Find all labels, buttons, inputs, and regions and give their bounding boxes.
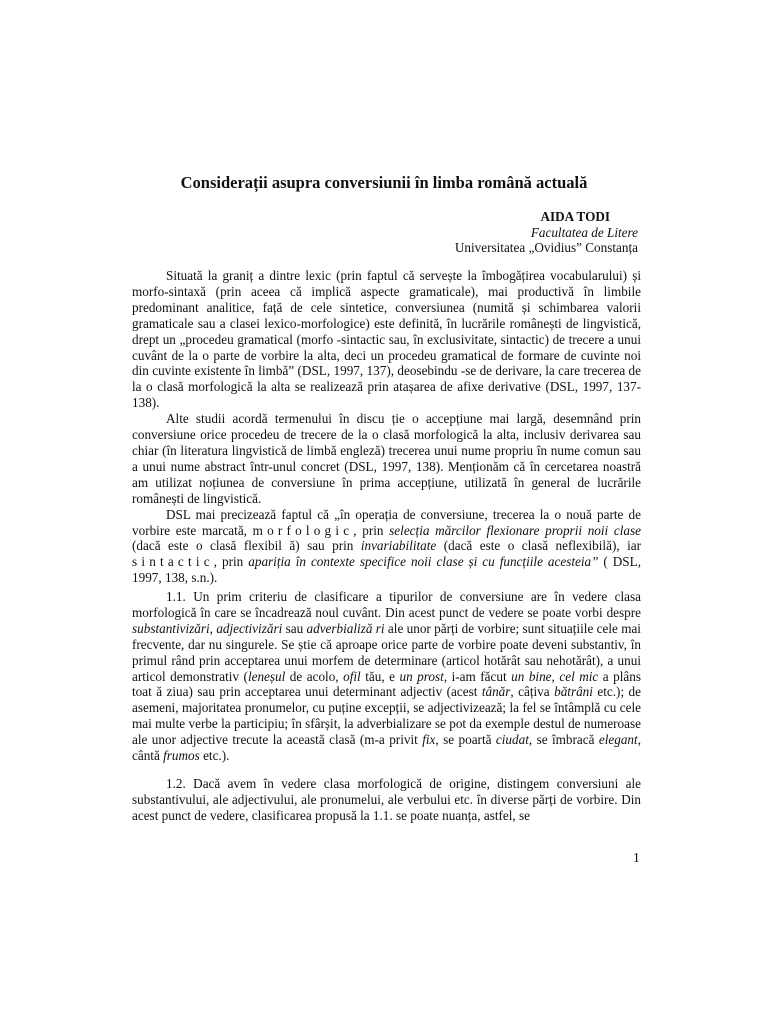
text-run: sau [282,620,307,636]
body-section-intro [132,268,641,586]
text-run: ale unor părți de vorbire; sunt situațiile cele mai frecvente, dar nu singurele. Se știe că aproape orice parte de vorbire poate deveni substantiv, în primul rând prin acceptarea unui morfem de determinare (articol hotărât sau nehotărât), a unui articol demonstrativ ( [132,620,641,684]
paragraph-5: 1.2. Dacă avem în vedere clasa morfologică de origine, distingem conversiuni ale substantivului, ale adjectivului, ale pronumelui, ale verbului etc. în diverse părți de vorbire. Din acest punct de vedere, clasificarea propusă la 1.1. se poate nuanța, astfel, se [132,776,641,823]
text-run: , cântă [132,732,641,764]
italic-term: frumos [163,748,200,764]
text-run: de acolo, [285,668,344,684]
text-run: (dacă este o clasă flexibil ă) sau prin [132,538,361,554]
paragraph-1: Situată la graniț a dintre lexic (prin faptul că servește la îmbogățirea vocabularului) și morfo-sintaxă (prin aceea că implică aspecte gramaticale), mai productivă în limbile predominant analitice, față de cele sintetice, conversiunea (numită și schimbarea valorii gramaticale sau a clasei lexico-morfologice) este definită, în lucrările românești de lingvistică, drept un „procedeu gramatical (morfo -sintactic sau, în exclusivitate, sintactic) de trecere a unui cuvânt de la o parte de vorbire la alta, deci un procedeu gramatical de formare de cuvinte noi din cuvinte existente în limbă” (DSL, 1997, 137), deosebindu -se de derivare, la care trecerea de la o clasă morfologică la alta se realizează prin atașarea de afixe derivative (DSL, 1997, 137-138). [132,268,641,411]
paragraph-2: Alte studii acordă termenului în discu ție o accepțiune mai largă, desemnând prin conversiune orice procedeu de trecere de la o clasă morfologică la alta, inclusiv derivarea sau chiar (în literatura lingvistică de limbă engleză) trecerea unui nume propriu în nume comun sau a unui nume abstract într-unul concret (DSL, 1997, 138). Menționăm că în cercetarea noastră am utilizat noțiunea de conversiune în prima accepțiune, utilizată în general de lucrările românești de lingvistică. [132,411,641,506]
text-run: 1.1. Un prim criteriu de clasificare a tipurilor de conversiune are în vedere clasa morfologică în care se încadrează noul cuvânt. Din acest punct de vedere se poate vorbi despre [132,589,641,620]
text-run: , [209,620,217,636]
text-run: , i-am făcut [443,668,512,684]
author-block [455,209,638,256]
italic-term: substantivizări [132,620,210,636]
text-run: , prin [213,554,249,570]
text-run: , se poartă [435,732,496,748]
italic-term: apariția în contexte specifice noii clase și cu funcțiile acesteia” [248,554,599,570]
paper-title: Considerații asupra conversiunii în limba română actuală [180,173,588,192]
author-university: Universitatea „Ovidius” Constanța [454,240,638,255]
italic-term: ofil [343,668,361,684]
spaced-term-morfologic: morfologic [252,522,354,538]
italic-term: un bine [511,668,552,684]
italic-term: tânăr [481,684,511,700]
paragraph-3 [132,507,641,587]
italic-term: bătrâni [554,684,593,700]
body-section-1-2 [132,776,641,824]
text-run: etc.). [199,748,230,764]
text-run: , se îmbracă [528,732,599,748]
italic-term: ciudat [495,732,529,748]
spaced-term-sintactic: sintactic [132,554,214,570]
body-section-1-1 [132,589,641,764]
text-run: etc.); de asemeni, majoritatea pronumelor, cu puține excepții, se adjectivizează; la fel se întâmplă cu cele mai multe verbe la participiu; în sfârșit, la adverbializare se pot da exemple destul de numeroase ale unor adjective trecute la această clasă (m-a privit [132,684,642,748]
text-run: tău, e [360,668,400,684]
text-run: , [551,668,560,684]
text-run: , câțiva [510,684,555,700]
italic-term: fix [422,732,436,748]
author-faculty: Facultatea de Litere [530,224,638,240]
italic-term: adverbializă ri [306,620,385,636]
italic-term: elegant [598,732,638,748]
text-run: (dacă este o clasă neflexibilă), iar [436,538,642,554]
italic-term: cel mic [559,668,599,684]
page-number: 1 [633,850,640,865]
italic-term: selecția mărcilor flexionare proprii noii clase [389,522,641,538]
text-run: , prin [353,522,390,538]
italic-term: leneșul [247,668,286,684]
text-run: a plâns toat ă ziua) sau prin acceptarea unui determinant adjectiv (acest [132,668,641,700]
text-run: DSL mai precizează faptul că „în operația de conversiune, trecerea la o nouă parte de vorbire este marcată, [132,506,641,538]
italic-term: invariabilitate [360,538,437,554]
text-run: ( DSL, 1997, 138, s.n.). [132,554,641,586]
author-name: AIDA TODI [540,209,610,224]
paragraph-4 [132,589,641,764]
italic-term: adjectivizări [216,620,283,636]
italic-term: un prost [399,668,444,684]
